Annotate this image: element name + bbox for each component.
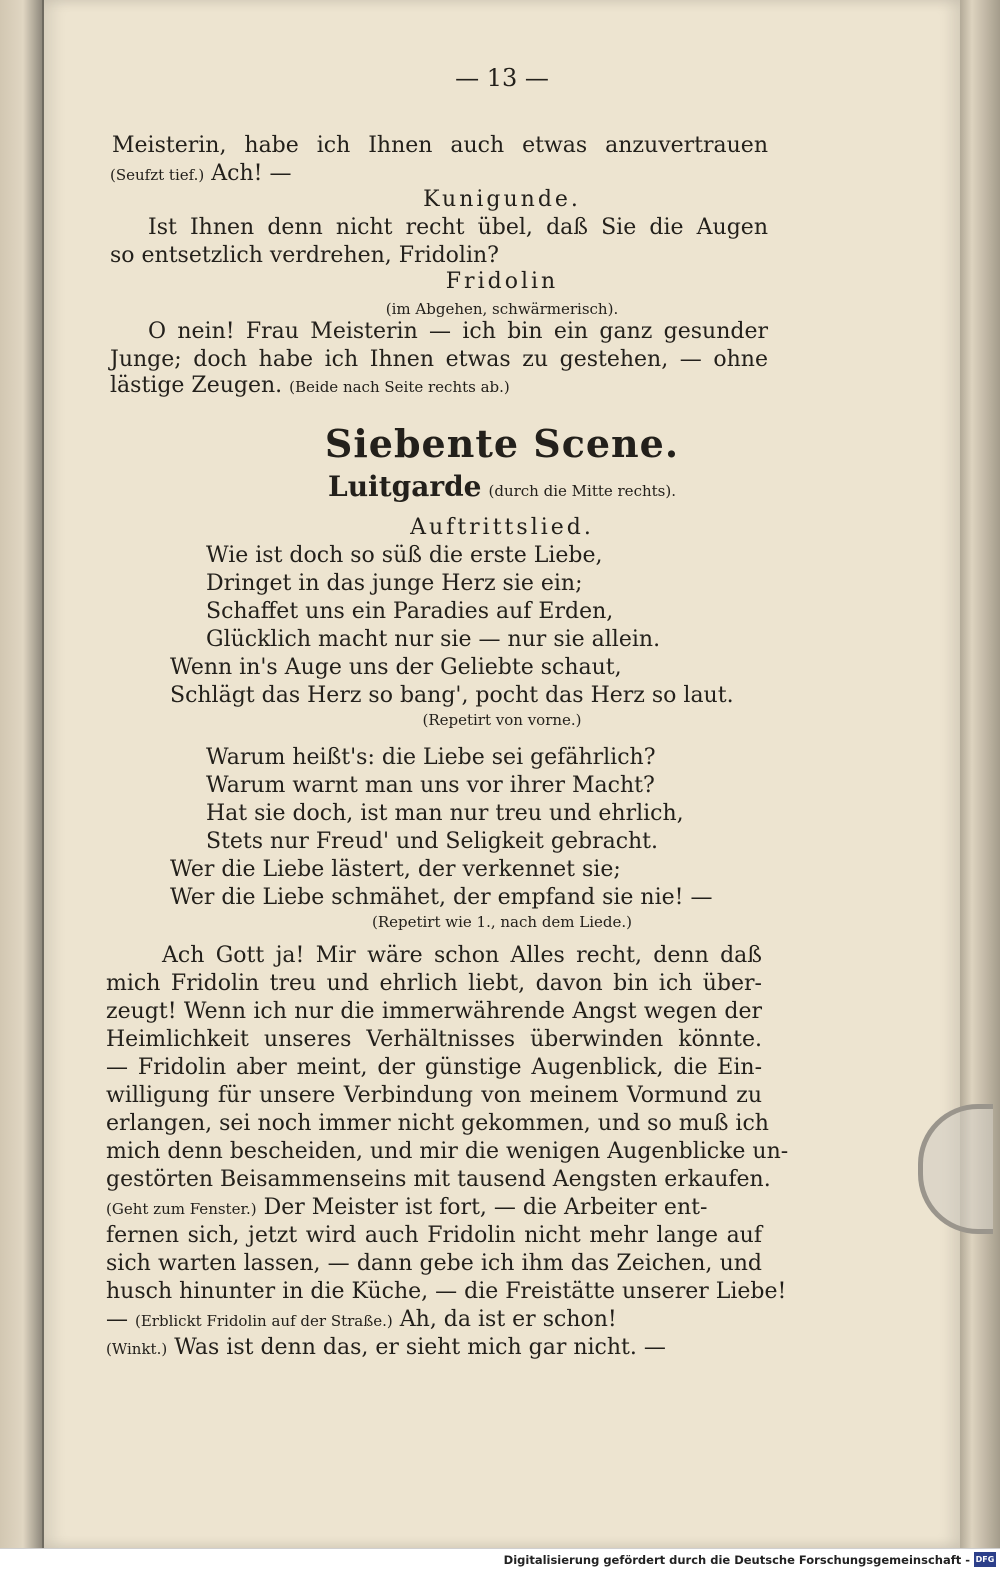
verse-line: Dringet in das junge Herz sie ein; bbox=[206, 571, 583, 596]
verse-line: Wenn in's Auge uns der Geliebte schaut, bbox=[170, 655, 622, 680]
stage-direction: (Beide nach Seite rechts ab.) bbox=[289, 378, 510, 396]
text-fragment: Der Meister ist fort, — die Arbeiter ent- bbox=[263, 1195, 708, 1220]
song-title: Auftrittslied. bbox=[410, 515, 594, 540]
verse-line: Glücklich macht nur sie — nur sie allein. bbox=[206, 627, 661, 652]
page-number: — 13 — bbox=[455, 64, 549, 92]
text-line: O nein! Frau Meisterin — ich bin ein ganz gesunder bbox=[148, 319, 768, 344]
digitization-footer bbox=[0, 1548, 1000, 1572]
book-page-edge-right bbox=[960, 0, 1000, 1548]
text-line: Meisterin, habe ich Ihnen auch etwas anzuvertrauen bbox=[112, 133, 768, 158]
verse-line: Stets nur Freud' und Seligkeit gebracht. bbox=[206, 829, 659, 854]
text-line bbox=[110, 372, 510, 401]
prose-line: mich denn bescheiden, und mir die wenigen Augenblicke un- bbox=[106, 1139, 789, 1164]
prose-line: husch hinunter in die Küche, — die Freistätte unserer Liebe! bbox=[106, 1279, 787, 1304]
text-line: Ist Ihnen denn nicht recht übel, daß Sie die Augen bbox=[148, 215, 768, 240]
verse-line: Wer die Liebe schmähet, der empfand sie nie! — bbox=[170, 885, 713, 910]
verse-line: Wer die Liebe lästert, der verkennet sie; bbox=[170, 857, 621, 882]
prose-line: erlangen, sei noch immer nicht gekommen, und so muß ich bbox=[106, 1111, 769, 1136]
speaker-name: Kunigunde. bbox=[423, 187, 581, 212]
prose-line bbox=[106, 1306, 617, 1335]
prose-line: Ach Gott ja! Mir wäre schon Alles recht, denn daß bbox=[162, 943, 762, 968]
verse-line: Schaffet uns ein Paradies auf Erden, bbox=[206, 599, 614, 624]
text-fragment: Ach! — bbox=[211, 161, 292, 186]
text-line: so entsetzlich verdrehen, Fridolin? bbox=[110, 243, 499, 268]
prose-line: fernen sich, jetzt wird auch Fridolin nicht mehr lange auf bbox=[106, 1223, 762, 1248]
stage-direction: (durch die Mitte rechts). bbox=[488, 482, 676, 500]
stage-direction: (im Abgehen, schwärmerisch). bbox=[385, 300, 619, 318]
verse-line: Warum heißt's: die Liebe sei gefährlich? bbox=[206, 745, 656, 770]
stage-direction: (Seufzt tief.) bbox=[110, 166, 205, 184]
verse-line: Schlägt das Herz so bang', pocht das Herz so laut. bbox=[170, 683, 734, 708]
stage-direction: (Erblickt Fridolin auf der Straße.) bbox=[135, 1312, 393, 1330]
text-fragment: Ah, da ist er schon! bbox=[399, 1307, 617, 1332]
speaker-name: Fridolin bbox=[445, 269, 559, 294]
character-name: Luitgarde bbox=[328, 470, 482, 503]
prose-line bbox=[106, 1334, 666, 1363]
prose-line: gestörten Beisammenseins mit tausend Aengsten erkaufen. bbox=[106, 1167, 771, 1192]
funding-credit: Digitalisierung gefördert durch die Deutsche Forschungsgemeinschaft - bbox=[503, 1553, 970, 1567]
verse-line: Hat sie doch, ist man nur treu und ehrlich, bbox=[206, 801, 684, 826]
stage-direction: (Geht zum Fenster.) bbox=[106, 1200, 257, 1218]
verse-line: Warum warnt man uns vor ihrer Macht? bbox=[206, 773, 655, 798]
prose-line: mich Fridolin treu und ehrlich liebt, davon bin ich über- bbox=[106, 971, 762, 996]
prose-line: zeugt! Wenn ich nur die immerwährende Angst wegen der bbox=[106, 999, 762, 1024]
stage-direction: (Repetirt von vorne.) bbox=[422, 711, 582, 729]
stage-direction: (Winkt.) bbox=[106, 1340, 168, 1358]
text-fragment: — bbox=[106, 1307, 128, 1332]
prose-line bbox=[106, 1194, 707, 1223]
prose-line: Heimlichkeit unseres Verhältnisses überwinden könnte. bbox=[106, 1027, 762, 1052]
prose-line: sich warten lassen, — dann gebe ich ihm das Zeichen, und bbox=[106, 1251, 762, 1276]
text-line: Junge; doch habe ich Ihnen etwas zu gestehen, — ohne bbox=[110, 347, 768, 372]
stage-direction: (Repetirt wie 1., nach dem Liede.) bbox=[371, 913, 633, 931]
verse-line: Wie ist doch so süß die erste Liebe, bbox=[206, 543, 603, 568]
prose-line: willigung für unsere Verbindung von meinem Vormund zu bbox=[106, 1083, 762, 1108]
dfg-logo: DFG bbox=[974, 1552, 996, 1567]
scanned-page bbox=[44, 0, 960, 1548]
text-fragment: lästige Zeugen. bbox=[110, 373, 283, 398]
character-entry bbox=[44, 470, 960, 508]
book-gutter-left bbox=[0, 0, 42, 1571]
text-fragment: Was ist denn das, er sieht mich gar nicht. — bbox=[174, 1335, 666, 1360]
text-line bbox=[110, 160, 291, 189]
scene-title: Siebente Scene. bbox=[324, 421, 680, 466]
prose-line: — Fridolin aber meint, der günstige Augenblick, die Ein- bbox=[106, 1055, 762, 1080]
